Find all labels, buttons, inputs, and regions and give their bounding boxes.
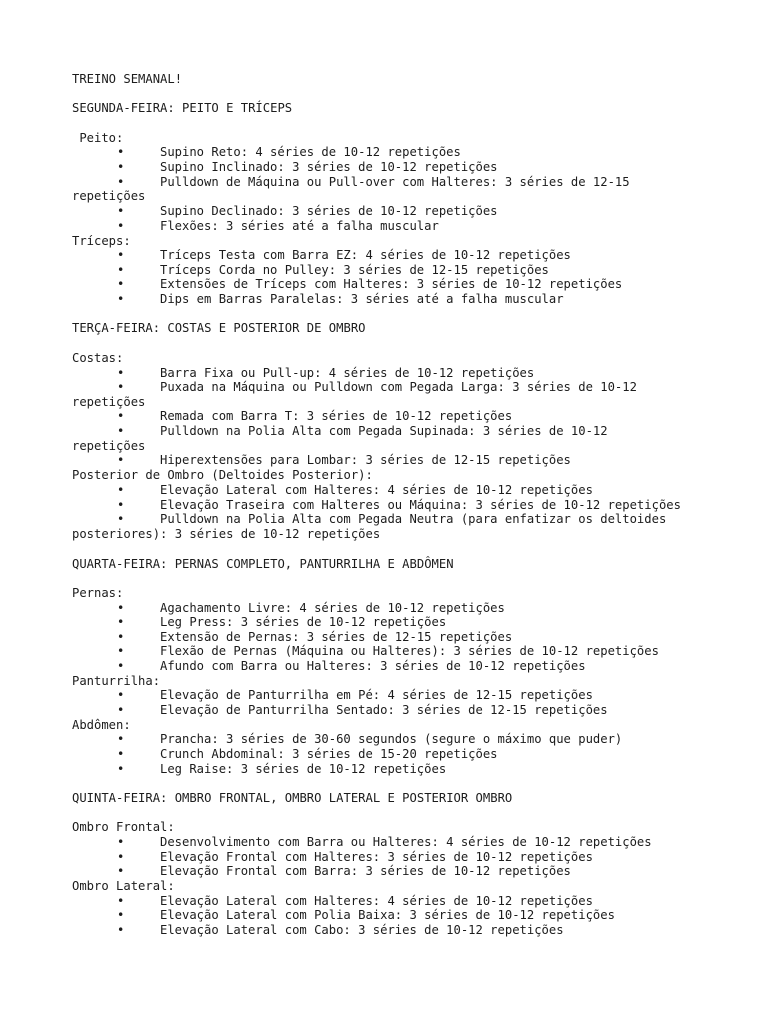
- bullet-icon: •: [117, 644, 125, 658]
- list-item: [117, 424, 608, 438]
- list-item: [117, 409, 512, 423]
- list-item: [117, 762, 446, 776]
- list-item-text: Hiperextensões para Lombar: 3 séries de 12-15 repetições: [160, 453, 571, 467]
- bullet-icon: •: [117, 703, 125, 717]
- bullet-icon: •: [117, 160, 125, 174]
- list-item: [117, 747, 498, 761]
- text-line: Pernas:: [72, 586, 124, 600]
- text-line: repetições: [72, 439, 146, 453]
- list-item: [117, 145, 461, 159]
- list-item-text: Tríceps Testa com Barra EZ: 4 séries de 10-12 repetições: [160, 248, 571, 262]
- text-line: Posterior de Ombro (Deltoides Posterior):: [72, 468, 373, 482]
- list-item: [117, 688, 593, 702]
- bullet-icon: •: [117, 145, 125, 159]
- list-item: [117, 630, 512, 644]
- list-item-text: Barra Fixa ou Pull-up: 4 séries de 10-12 repetições: [160, 366, 535, 380]
- bullet-icon: •: [117, 601, 125, 615]
- list-item-text: Puxada na Máquina ou Pulldown com Pegada Larga: 3 séries de 10-12: [160, 380, 637, 394]
- bullet-icon: •: [117, 409, 125, 423]
- list-item: [117, 292, 564, 306]
- list-item: [117, 850, 593, 864]
- list-item: [117, 659, 586, 673]
- text-line: Abdômen:: [72, 718, 131, 732]
- list-item: [117, 248, 571, 262]
- list-item-text: Elevação Frontal com Barra: 3 séries de 10-12 repetições: [160, 864, 571, 878]
- text-line: SEGUNDA-FEIRA: PEITO E TRÍCEPS: [72, 101, 293, 115]
- list-item-text: Supino Inclinado: 3 séries de 10-12 repetições: [160, 160, 498, 174]
- list-item-text: Pulldown na Polia Alta com Pegada Neutra (para enfatizar os deltoides: [160, 512, 667, 526]
- text-line: QUINTA-FEIRA: OMBRO FRONTAL, OMBRO LATERAL E POSTERIOR OMBRO: [72, 791, 513, 805]
- text-line: Peito:: [72, 131, 124, 145]
- bullet-icon: •: [117, 688, 125, 702]
- bullet-icon: •: [117, 204, 125, 218]
- list-item-text: Extensão de Pernas: 3 séries de 12-15 repetições: [160, 630, 513, 644]
- list-item: [117, 601, 505, 615]
- bullet-icon: •: [117, 762, 125, 776]
- list-item-text: Crunch Abdominal: 3 séries de 15-20 repetições: [160, 747, 498, 761]
- list-item-text: Elevação Lateral com Cabo: 3 séries de 10-12 repetições: [160, 923, 564, 937]
- list-item: [117, 219, 439, 233]
- bullet-icon: •: [117, 292, 125, 306]
- bullet-icon: •: [117, 498, 125, 512]
- list-item: [117, 453, 571, 467]
- bullet-icon: •: [117, 512, 125, 526]
- list-item: [117, 498, 681, 512]
- list-item: [117, 175, 630, 189]
- list-item: [117, 864, 571, 878]
- list-item-text: Extensões de Tríceps com Halteres: 3 séries de 10-12 repetições: [160, 277, 623, 291]
- list-item-text: Pulldown na Polia Alta com Pegada Supinada: 3 séries de 10-12: [160, 424, 608, 438]
- list-item-text: Leg Raise: 3 séries de 10-12 repetições: [160, 762, 447, 776]
- bullet-icon: •: [117, 894, 125, 908]
- text-line: Ombro Lateral:: [72, 879, 175, 893]
- bullet-icon: •: [117, 747, 125, 761]
- text-line: Ombro Frontal:: [72, 820, 175, 834]
- list-item-text: Elevação Frontal com Halteres: 3 séries de 10-12 repetições: [160, 850, 593, 864]
- text-line: Tríceps:: [72, 234, 131, 248]
- list-item: [117, 835, 652, 849]
- bullet-icon: •: [117, 277, 125, 291]
- bullet-icon: •: [117, 850, 125, 864]
- bullet-icon: •: [117, 453, 125, 467]
- list-item-text: Desenvolvimento com Barra ou Halteres: 4 séries de 10-12 repetições: [160, 835, 652, 849]
- list-item: [117, 366, 534, 380]
- list-item-text: Elevação de Panturrilha Sentado: 3 séries de 12-15 repetições: [160, 703, 608, 717]
- list-item-text: Prancha: 3 séries de 30-60 segundos (segure o máximo que puder): [160, 732, 623, 746]
- bullet-icon: •: [117, 175, 125, 189]
- list-item-text: Leg Press: 3 séries de 10-12 repetições: [160, 615, 447, 629]
- list-item: [117, 263, 549, 277]
- bullet-icon: •: [117, 483, 125, 497]
- list-item-text: Flexões: 3 séries até a falha muscular: [160, 219, 439, 233]
- list-item-text: Elevação Lateral com Halteres: 4 séries de 10-12 repetições: [160, 894, 593, 908]
- text-line: repetições: [72, 395, 146, 409]
- text-line: TREINO SEMANAL!: [72, 72, 183, 86]
- bullet-icon: •: [117, 366, 125, 380]
- bullet-icon: •: [117, 864, 125, 878]
- list-item: [117, 204, 498, 218]
- list-item: [117, 380, 637, 394]
- bullet-icon: •: [117, 615, 125, 629]
- list-item: [117, 160, 498, 174]
- bullet-icon: •: [117, 835, 125, 849]
- text-line: TERÇA-FEIRA: COSTAS E POSTERIOR DE OMBRO: [72, 321, 366, 335]
- list-item: [117, 908, 615, 922]
- list-item-text: Tríceps Corda no Pulley: 3 séries de 12-15 repetições: [160, 263, 549, 277]
- bullet-icon: •: [117, 263, 125, 277]
- list-item-text: Elevação Traseira com Halteres ou Máquina: 3 séries de 10-12 repetições: [160, 498, 681, 512]
- list-item-text: Flexão de Pernas (Máquina ou Halteres): 3 séries de 10-12 repetições: [160, 644, 659, 658]
- list-item: [117, 923, 564, 937]
- list-item-text: Elevação Lateral com Halteres: 4 séries de 10-12 repetições: [160, 483, 593, 497]
- list-item-text: Elevação de Panturrilha em Pé: 4 séries de 12-15 repetições: [160, 688, 593, 702]
- bullet-icon: •: [117, 219, 125, 233]
- text-line: Costas:: [72, 351, 124, 365]
- list-item-text: Supino Declinado: 3 séries de 10-12 repetições: [160, 204, 498, 218]
- list-item-text: Remada com Barra T: 3 séries de 10-12 repetições: [160, 409, 513, 423]
- text-line: posteriores): 3 séries de 10-12 repetições: [72, 527, 381, 541]
- list-item: [117, 483, 593, 497]
- list-item-text: Dips em Barras Paralelas: 3 séries até a falha muscular: [160, 292, 564, 306]
- list-item: [117, 732, 622, 746]
- bullet-icon: •: [117, 248, 125, 262]
- text-line: Panturrilha:: [72, 674, 161, 688]
- list-item-text: Supino Reto: 4 séries de 10-12 repetições: [160, 145, 461, 159]
- text-line: QUARTA-FEIRA: PERNAS COMPLETO, PANTURRILHA E ABDÔMEN: [72, 557, 454, 571]
- list-item: [117, 277, 622, 291]
- bullet-icon: •: [117, 923, 125, 937]
- list-item: [117, 615, 446, 629]
- list-item-text: Agachamento Livre: 4 séries de 10-12 repetições: [160, 601, 505, 615]
- list-item-text: Elevação Lateral com Polia Baixa: 3 séries de 10-12 repetições: [160, 908, 615, 922]
- bullet-icon: •: [117, 732, 125, 746]
- text-line: repetições: [72, 189, 146, 203]
- list-item: [117, 703, 608, 717]
- list-item: [117, 644, 659, 658]
- bullet-icon: •: [117, 424, 125, 438]
- list-item-text: Pulldown de Máquina ou Pull-over com Halteres: 3 séries de 12-15: [160, 175, 630, 189]
- bullet-icon: •: [117, 659, 125, 673]
- list-item: [117, 512, 666, 526]
- bullet-icon: •: [117, 908, 125, 922]
- bullet-icon: •: [117, 380, 125, 394]
- list-item: [117, 894, 593, 908]
- bullet-icon: •: [117, 630, 125, 644]
- list-item-text: Afundo com Barra ou Halteres: 3 séries de 10-12 repetições: [160, 659, 586, 673]
